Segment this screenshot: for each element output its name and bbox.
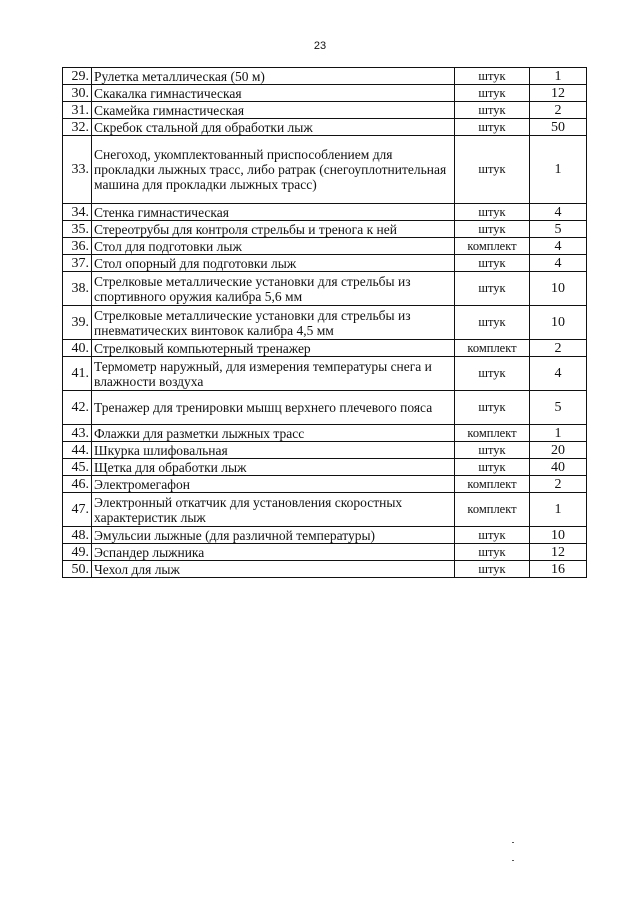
row-number: 37. — [63, 255, 92, 272]
item-quantity: 2 — [530, 102, 587, 119]
item-quantity: 10 — [530, 306, 587, 340]
item-name: Скребок стальной для обработки лыж — [92, 119, 455, 136]
item-unit: штук — [455, 136, 530, 204]
item-unit: комплект — [455, 493, 530, 527]
item-name: Термометр наружный, для измерения температуры снега и влажности воздуха — [92, 357, 455, 391]
equipment-table — [62, 67, 587, 578]
row-number: 49. — [63, 544, 92, 561]
item-name: Электромегафон — [92, 476, 455, 493]
item-quantity: 1 — [530, 493, 587, 527]
item-name: Стереотрубы для контроля стрельбы и тренога к ней — [92, 221, 455, 238]
item-quantity: 2 — [530, 340, 587, 357]
table-row — [63, 561, 587, 578]
item-unit: штук — [455, 357, 530, 391]
item-unit: штук — [455, 119, 530, 136]
item-unit: штук — [455, 204, 530, 221]
item-quantity: 4 — [530, 204, 587, 221]
item-unit: штук — [455, 68, 530, 85]
table-row — [63, 238, 587, 255]
item-quantity: 40 — [530, 459, 587, 476]
item-quantity: 5 — [530, 221, 587, 238]
item-unit: штук — [455, 442, 530, 459]
item-quantity: 1 — [530, 136, 587, 204]
item-unit: штук — [455, 544, 530, 561]
row-number: 29. — [63, 68, 92, 85]
row-number: 40. — [63, 340, 92, 357]
table-row — [63, 272, 587, 306]
table-row — [63, 85, 587, 102]
table-row — [63, 119, 587, 136]
item-name: Щетка для обработки лыж — [92, 459, 455, 476]
table-row — [63, 493, 587, 527]
row-number: 30. — [63, 85, 92, 102]
item-quantity: 10 — [530, 527, 587, 544]
row-number: 47. — [63, 493, 92, 527]
row-number: 48. — [63, 527, 92, 544]
item-name: Чехол для лыж — [92, 561, 455, 578]
item-quantity: 50 — [530, 119, 587, 136]
table-row — [63, 391, 587, 425]
item-unit: штук — [455, 527, 530, 544]
item-name: Эспандер лыжника — [92, 544, 455, 561]
item-quantity: 1 — [530, 425, 587, 442]
row-number: 45. — [63, 459, 92, 476]
table-row — [63, 544, 587, 561]
row-number: 38. — [63, 272, 92, 306]
item-unit: штук — [455, 306, 530, 340]
row-number: 42. — [63, 391, 92, 425]
item-name: Снегоход, укомплектованный приспособлением для прокладки лыжных трасс, либо ратрак (снегоуплотнительная машина для прокладки лыжных трасс) — [92, 136, 455, 204]
item-quantity: 16 — [530, 561, 587, 578]
table-row — [63, 340, 587, 357]
item-quantity: 12 — [530, 544, 587, 561]
item-name: Рулетка металлическая (50 м) — [92, 68, 455, 85]
scan-speck — [512, 842, 514, 843]
item-unit: штук — [455, 272, 530, 306]
item-name: Эмульсии лыжные (для различной температуры) — [92, 527, 455, 544]
item-name: Стрелковый компьютерный тренажер — [92, 340, 455, 357]
table-row — [63, 425, 587, 442]
item-unit: комплект — [455, 238, 530, 255]
table-row — [63, 306, 587, 340]
row-number: 34. — [63, 204, 92, 221]
item-unit: комплект — [455, 476, 530, 493]
item-name: Скакалка гимнастическая — [92, 85, 455, 102]
table-row — [63, 442, 587, 459]
table-row — [63, 357, 587, 391]
item-name: Стол для подготовки лыж — [92, 238, 455, 255]
table-row — [63, 459, 587, 476]
item-unit: штук — [455, 255, 530, 272]
item-name: Стрелковые металлические установки для стрельбы из пневматических винтовок калибра 4,5 мм — [92, 306, 455, 340]
item-name: Стол опорный для подготовки лыж — [92, 255, 455, 272]
item-unit: штук — [455, 459, 530, 476]
item-name: Флажки для разметки лыжных трасс — [92, 425, 455, 442]
item-name: Стенка гимнастическая — [92, 204, 455, 221]
table-row — [63, 136, 587, 204]
item-name: Шкурка шлифовальная — [92, 442, 455, 459]
row-number: 33. — [63, 136, 92, 204]
item-quantity: 20 — [530, 442, 587, 459]
page-number: 23 — [313, 40, 327, 52]
item-quantity: 4 — [530, 238, 587, 255]
table-row — [63, 102, 587, 119]
item-name: Скамейка гимнастическая — [92, 102, 455, 119]
row-number: 31. — [63, 102, 92, 119]
item-quantity: 2 — [530, 476, 587, 493]
item-unit: штук — [455, 102, 530, 119]
row-number: 43. — [63, 425, 92, 442]
item-quantity: 10 — [530, 272, 587, 306]
item-unit: штук — [455, 85, 530, 102]
item-quantity: 4 — [530, 357, 587, 391]
item-name: Тренажер для тренировки мышц верхнего плечевого пояса — [92, 391, 455, 425]
item-unit: штук — [455, 221, 530, 238]
row-number: 50. — [63, 561, 92, 578]
item-quantity: 12 — [530, 85, 587, 102]
row-number: 41. — [63, 357, 92, 391]
item-name: Стрелковые металлические установки для стрельбы из спортивного оружия калибра 5,6 мм — [92, 272, 455, 306]
item-quantity: 4 — [530, 255, 587, 272]
table-row — [63, 476, 587, 493]
row-number: 32. — [63, 119, 92, 136]
table-row — [63, 527, 587, 544]
item-unit: штук — [455, 561, 530, 578]
scan-speck — [512, 860, 514, 861]
item-unit: штук — [455, 391, 530, 425]
table-row — [63, 68, 587, 85]
item-unit: комплект — [455, 340, 530, 357]
row-number: 44. — [63, 442, 92, 459]
item-unit: комплект — [455, 425, 530, 442]
item-quantity: 5 — [530, 391, 587, 425]
item-name: Электронный откатчик для установления скоростных характеристик лыж — [92, 493, 455, 527]
row-number: 35. — [63, 221, 92, 238]
table-row — [63, 204, 587, 221]
item-quantity: 1 — [530, 68, 587, 85]
table-row — [63, 255, 587, 272]
row-number: 36. — [63, 238, 92, 255]
table-row — [63, 221, 587, 238]
row-number: 46. — [63, 476, 92, 493]
row-number: 39. — [63, 306, 92, 340]
